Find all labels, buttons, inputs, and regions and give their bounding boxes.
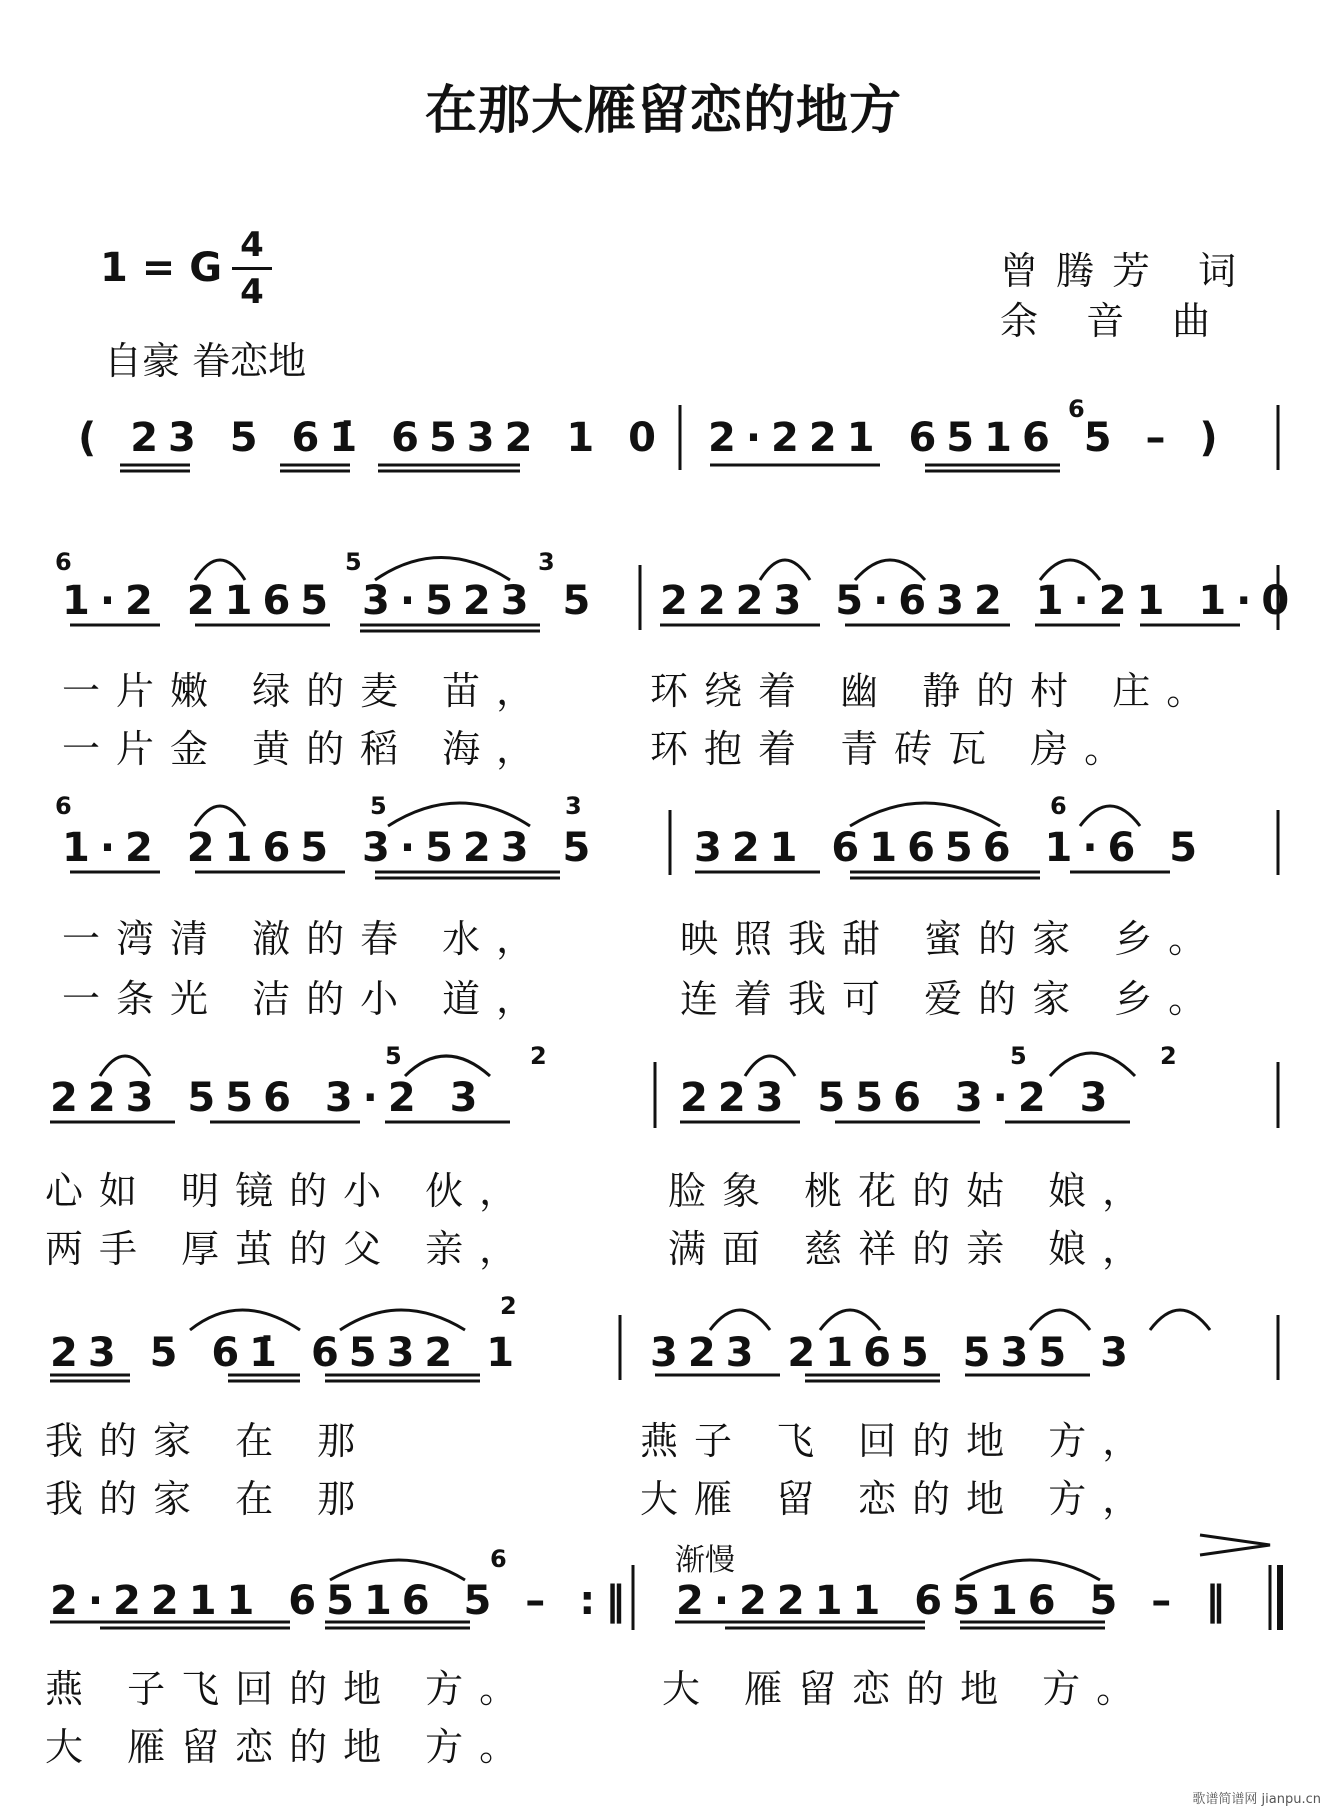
system-3-verse-1-right: 脸象 桃花的姑 娘， [668,1169,1157,1213]
system-1-verse-2-left: 一片金 黄的稻 海， [62,727,551,771]
system-1-verse-2-right: 环抱着 青砖瓦 房。 [650,727,1139,771]
system-2-notes-left: 1·2 2165 3·523 5 [62,825,601,871]
grace-note: 6 [490,1545,507,1573]
grace-note: 6 [1068,395,1085,423]
grace-note: 3 [538,548,555,576]
system-4-notes-right: 323 2165 535 3 [650,1330,1138,1376]
system-3-notes-left: 223 556 3·2 3 [50,1075,488,1121]
grace-note: 6 [55,548,72,576]
system-4-verse-1-left: 我的家 在 那 [45,1419,372,1463]
system-4-verse-2-right: 大雁 留 恋的地 方， [640,1477,1157,1521]
grace-note: 3 [565,792,582,820]
system-2-verse-2-right: 连着我可 爱的家 乡。 [680,977,1223,1021]
grace-note: 2 [530,1042,547,1070]
system-3-verse-2-left: 两手 厚茧的父 亲， [45,1227,534,1271]
meter-top: 4 [240,225,264,265]
system-1-notes-left: 1·2 2165 3·523 5 [62,578,601,624]
grace-note: 5 [1010,1042,1027,1070]
system-5-verse-1-right: 大 雁留恋的地 方。 [662,1667,1151,1711]
system-5-notes-left: 2·2211 6516 5 – :‖ [50,1578,636,1624]
page-title: 在那大雁留恋的地方 [424,80,902,141]
meter-bottom: 4 [240,272,264,312]
system-3-notes-right: 223 556 3·2 3 [680,1075,1118,1121]
system-5-notes-right: 2·2211 6516 5 – ‖ [676,1578,1236,1624]
system-5-verse-1-left: 燕 子飞回的地 方。 [45,1667,534,1711]
system-2-notes-right: 321 61656 1·6 5 [694,825,1208,871]
watermark: 歌谱简谱网 jianpu.cn [1192,1792,1321,1807]
grace-note: 5 [385,1042,402,1070]
system-3-verse-2-right: 满面 慈祥的亲 娘， [668,1227,1157,1271]
grace-note: 6 [55,792,72,820]
grace-note: 2 [1160,1042,1177,1070]
tempo-marking: 自豪 眷恋地 [104,339,307,383]
system-1-notes-right: 2223 5·632 1·21 1·0 [660,578,1300,624]
system-4-verse-2-left: 我的家 在 那 [45,1477,372,1521]
system-2-verse-2-left: 一条光 洁的小 道， [62,977,551,1021]
system-5-verse-2-left: 大 雁留恋的地 方。 [45,1725,534,1769]
system-2-verse-1-right: 映照我甜 蜜的家 乡。 [680,917,1223,961]
intro-notes-right: 2·221 6516 5 – ) [708,415,1228,461]
system-4-verse-1-right: 燕子 飞 回的地 方， [640,1419,1157,1463]
intro-notes-left: ( 23 5 61̇ 6532 1 0 [78,415,666,461]
system-1-verse-1-left: 一片嫩 绿的麦 苗， [62,669,551,713]
system-3-verse-1-left: 心如 明镜的小 伙， [45,1169,534,1213]
key-signature: 1 = G [100,245,223,291]
grace-note: 5 [370,792,387,820]
grace-note: 2 [500,1292,517,1320]
grace-note: 5 [345,548,362,576]
ritardando-marking: 渐慢 [675,1543,735,1578]
system-4-notes-left: 23 5 61̇ 6532 1 [50,1330,525,1376]
system-1-verse-1-right: 环绕着 幽 静的村 庄。 [650,669,1221,713]
composer-credit: 余 音 曲 [1000,299,1229,343]
grace-note: 6 [1050,792,1067,820]
system-2-verse-1-left: 一湾清 澈的春 水， [62,917,551,961]
lyricist-credit: 曾腾芳 词 [1000,249,1255,293]
